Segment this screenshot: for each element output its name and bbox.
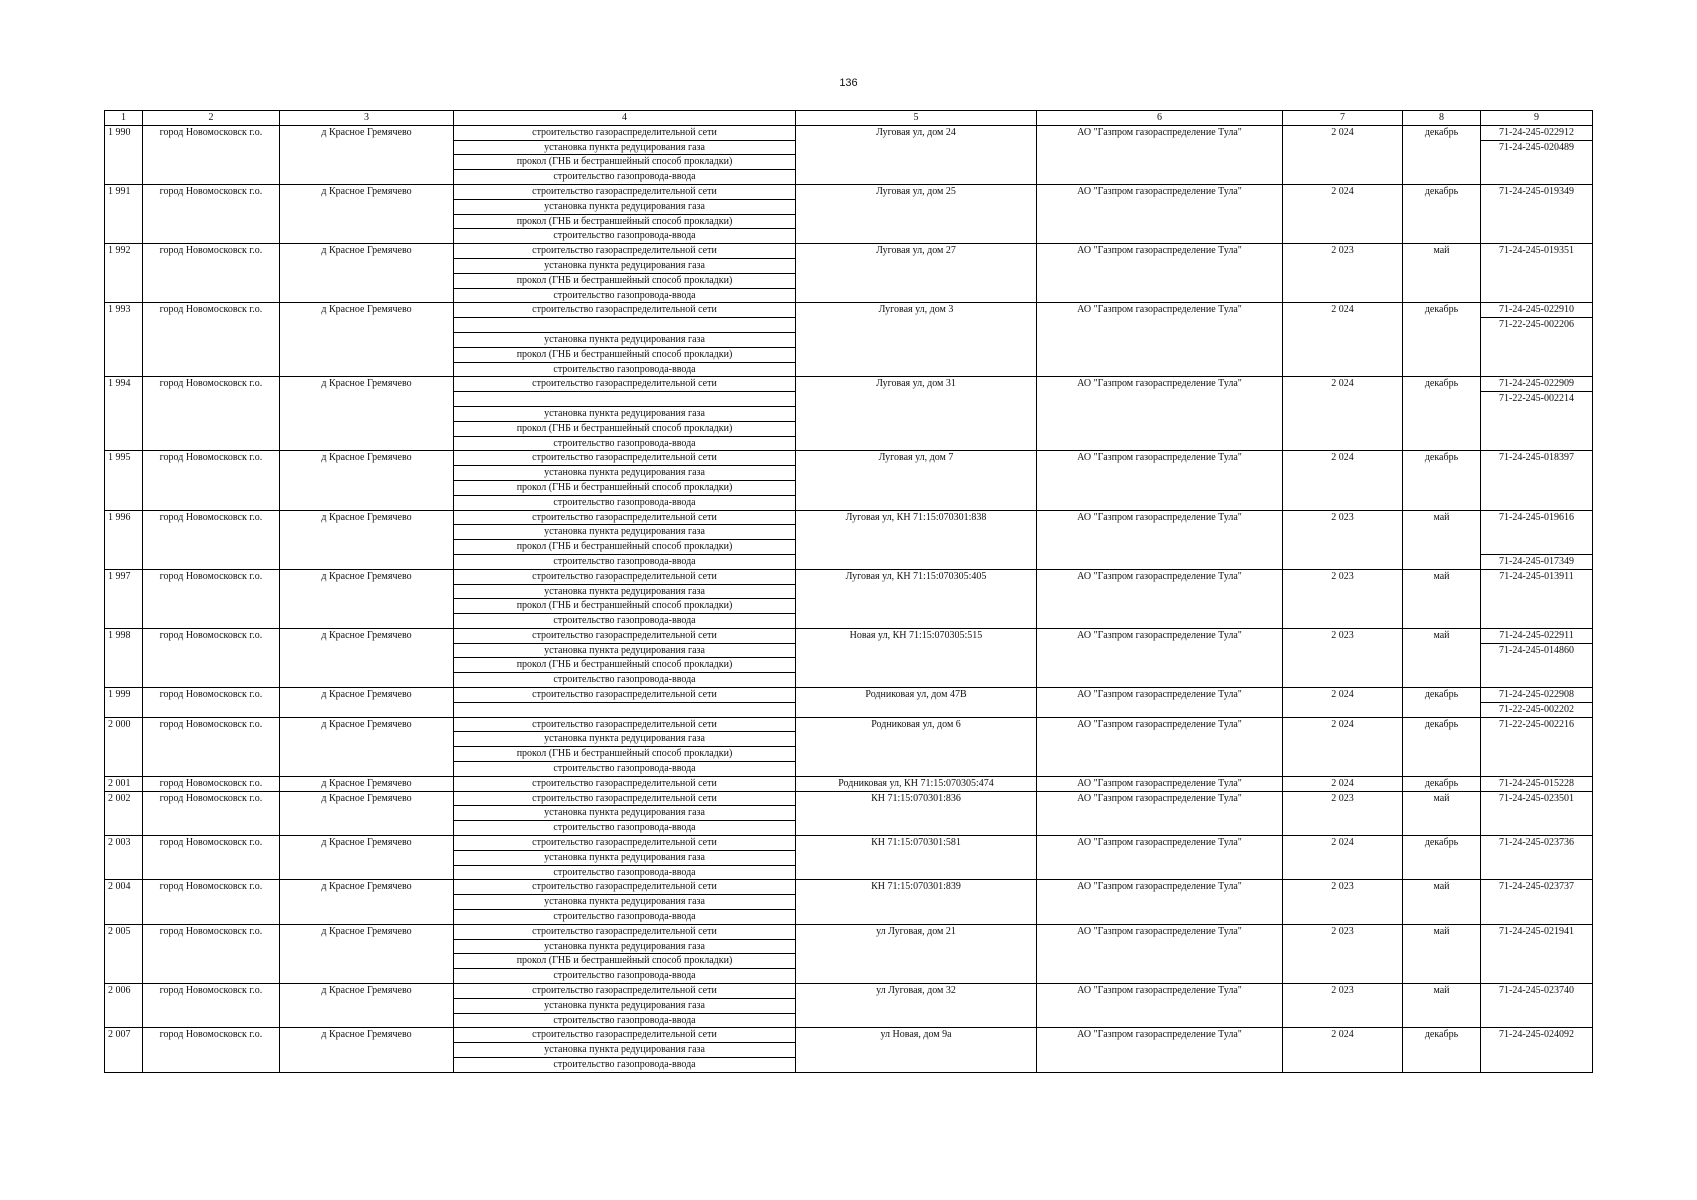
address-cell: Родниковая ул, КН 71:15:070305:474 <box>796 776 1037 791</box>
application-number-cell: 71-24-245-022910 <box>1481 303 1593 318</box>
table-row <box>105 303 1593 318</box>
application-number-cell: 71-24-245-019349 <box>1481 184 1593 243</box>
work-type-cell: прокол (ГНБ и бестраншейный способ прокладки) <box>454 214 796 229</box>
column-number: 4 <box>454 111 796 126</box>
work-type-cell: установка пункта редуцирования газа <box>454 732 796 747</box>
record-number: 1 995 <box>105 451 143 510</box>
address-cell: ул Луговая, дом 21 <box>796 924 1037 983</box>
work-type-cell: установка пункта редуцирования газа <box>454 850 796 865</box>
application-number-cell: 71-24-245-019616 <box>1481 510 1593 525</box>
work-type-cell: прокол (ГНБ и бестраншейный способ прокладки) <box>454 540 796 555</box>
district-cell: город Новомосковск г.о. <box>143 880 280 924</box>
work-type-cell: установка пункта редуцирования газа <box>454 806 796 821</box>
organization-cell: АО "Газпром газораспределение Тула" <box>1037 628 1283 687</box>
address-cell: ул Луговая, дом 32 <box>796 984 1037 1028</box>
table-row <box>105 717 1593 732</box>
table-row <box>105 628 1593 643</box>
organization-cell: АО "Газпром газораспределение Тула" <box>1037 836 1283 880</box>
work-type-cell: строительство газораспределительной сети <box>454 303 796 318</box>
work-type-cell: строительство газопровода-ввода <box>454 1058 796 1073</box>
month-cell: декабрь <box>1403 836 1481 880</box>
application-number-cell: 71-22-245-002214 <box>1481 392 1593 451</box>
work-type-cell <box>454 318 796 333</box>
work-type-cell: прокол (ГНБ и бестраншейный способ прокладки) <box>454 273 796 288</box>
table-row <box>105 125 1593 140</box>
work-type-cell: установка пункта редуцирования газа <box>454 998 796 1013</box>
application-number-cell: 71-22-245-002202 <box>1481 702 1593 717</box>
work-type-cell: строительство газопровода-ввода <box>454 1013 796 1028</box>
district-cell: город Новомосковск г.о. <box>143 628 280 687</box>
organization-cell: АО "Газпром газораспределение Тула" <box>1037 184 1283 243</box>
record-number: 1 998 <box>105 628 143 687</box>
work-type-cell: прокол (ГНБ и бестраншейный способ прокладки) <box>454 954 796 969</box>
work-type-cell: строительство газопровода-ввода <box>454 495 796 510</box>
organization-cell: АО "Газпром газораспределение Тула" <box>1037 924 1283 983</box>
table-row <box>105 1028 1593 1043</box>
year-cell: 2 024 <box>1283 184 1403 243</box>
work-type-cell: строительство газораспределительной сети <box>454 791 796 806</box>
locality-cell: д Красное Гремячево <box>280 880 454 924</box>
work-type-cell: строительство газораспределительной сети <box>454 924 796 939</box>
application-number-cell: 71-24-245-015228 <box>1481 776 1593 791</box>
work-type-cell: строительство газораспределительной сети <box>454 244 796 259</box>
organization-cell: АО "Газпром газораспределение Тула" <box>1037 984 1283 1028</box>
locality-cell: д Красное Гремячево <box>280 791 454 835</box>
work-type-cell: строительство газопровода-ввода <box>454 673 796 688</box>
month-cell: декабрь <box>1403 303 1481 377</box>
month-cell: декабрь <box>1403 184 1481 243</box>
district-cell: город Новомосковск г.о. <box>143 791 280 835</box>
work-type-cell: прокол (ГНБ и бестраншейный способ прокладки) <box>454 658 796 673</box>
work-type-cell: строительство газораспределительной сети <box>454 984 796 999</box>
table-row <box>105 451 1593 466</box>
locality-cell: д Красное Гремячево <box>280 569 454 628</box>
organization-cell: АО "Газпром газораспределение Тула" <box>1037 244 1283 303</box>
work-type-cell: установка пункта редуцирования газа <box>454 939 796 954</box>
locality-cell: д Красное Гремячево <box>280 984 454 1028</box>
application-number-cell: 71-24-245-021941 <box>1481 924 1593 983</box>
organization-cell: АО "Газпром газораспределение Тула" <box>1037 510 1283 569</box>
table-row <box>105 776 1593 791</box>
work-type-cell: строительство газораспределительной сети <box>454 125 796 140</box>
locality-cell: д Красное Гремячево <box>280 303 454 377</box>
year-cell: 2 023 <box>1283 924 1403 983</box>
work-type-cell: строительство газопровода-ввода <box>454 554 796 569</box>
work-type-cell: строительство газораспределительной сети <box>454 510 796 525</box>
work-type-cell: установка пункта редуцирования газа <box>454 140 796 155</box>
application-number-cell: 71-24-245-024092 <box>1481 1028 1593 1072</box>
district-cell: город Новомосковск г.о. <box>143 924 280 983</box>
column-number: 2 <box>143 111 280 126</box>
table-row <box>105 791 1593 806</box>
work-type-cell: установка пункта редуцирования газа <box>454 258 796 273</box>
month-cell: декабрь <box>1403 717 1481 776</box>
work-type-cell: установка пункта редуцирования газа <box>454 584 796 599</box>
application-number-cell <box>1481 540 1593 555</box>
work-type-cell: строительство газораспределительной сети <box>454 717 796 732</box>
application-number-cell: 71-24-245-022908 <box>1481 688 1593 703</box>
table-body <box>105 111 1593 1073</box>
application-number-cell: 71-24-245-022912 <box>1481 125 1593 140</box>
table-row <box>105 510 1593 525</box>
year-cell: 2 024 <box>1283 776 1403 791</box>
application-number-cell: 71-24-245-023736 <box>1481 836 1593 880</box>
column-number: 6 <box>1037 111 1283 126</box>
work-type-cell: установка пункта редуцирования газа <box>454 332 796 347</box>
record-number: 1 997 <box>105 569 143 628</box>
address-cell: Луговая ул, дом 25 <box>796 184 1037 243</box>
address-cell: КН 71:15:070301:836 <box>796 791 1037 835</box>
record-number: 1 991 <box>105 184 143 243</box>
year-cell: 2 023 <box>1283 791 1403 835</box>
year-cell: 2 024 <box>1283 688 1403 718</box>
year-cell: 2 024 <box>1283 451 1403 510</box>
address-cell: Луговая ул, дом 31 <box>796 377 1037 451</box>
work-type-cell: строительство газопровода-ввода <box>454 288 796 303</box>
column-number-row <box>105 111 1593 126</box>
work-type-cell: строительство газопровода-ввода <box>454 762 796 777</box>
work-type-cell <box>454 392 796 407</box>
locality-cell: д Красное Гремячево <box>280 125 454 184</box>
record-number: 2 004 <box>105 880 143 924</box>
work-type-cell: строительство газораспределительной сети <box>454 836 796 851</box>
address-cell: Новая ул, КН 71:15:070305:515 <box>796 628 1037 687</box>
district-cell: город Новомосковск г.о. <box>143 377 280 451</box>
month-cell: май <box>1403 510 1481 569</box>
table-row <box>105 836 1593 851</box>
month-cell: декабрь <box>1403 776 1481 791</box>
district-cell: город Новомосковск г.о. <box>143 836 280 880</box>
table-row <box>105 184 1593 199</box>
year-cell: 2 023 <box>1283 628 1403 687</box>
column-number: 3 <box>280 111 454 126</box>
organization-cell: АО "Газпром газораспределение Тула" <box>1037 717 1283 776</box>
month-cell: май <box>1403 791 1481 835</box>
work-type-cell: строительство газораспределительной сети <box>454 688 796 703</box>
locality-cell: д Красное Гремячево <box>280 451 454 510</box>
locality-cell: д Красное Гремячево <box>280 924 454 983</box>
locality-cell: д Красное Гремячево <box>280 377 454 451</box>
application-number-cell: 71-24-245-023737 <box>1481 880 1593 924</box>
organization-cell: АО "Газпром газораспределение Тула" <box>1037 776 1283 791</box>
year-cell: 2 023 <box>1283 244 1403 303</box>
work-type-cell: строительство газопровода-ввода <box>454 821 796 836</box>
work-type-cell: строительство газопровода-ввода <box>454 865 796 880</box>
work-type-cell: прокол (ГНБ и бестраншейный способ прокладки) <box>454 155 796 170</box>
year-cell: 2 023 <box>1283 880 1403 924</box>
year-cell: 2 023 <box>1283 510 1403 569</box>
year-cell: 2 024 <box>1283 836 1403 880</box>
column-number: 9 <box>1481 111 1593 126</box>
address-cell: Луговая ул, КН 71:15:070301:838 <box>796 510 1037 569</box>
column-number: 1 <box>105 111 143 126</box>
record-number: 1 990 <box>105 125 143 184</box>
year-cell: 2 024 <box>1283 303 1403 377</box>
work-type-cell: строительство газораспределительной сети <box>454 569 796 584</box>
column-number: 8 <box>1403 111 1481 126</box>
work-type-cell: прокол (ГНБ и бестраншейный способ прокладки) <box>454 421 796 436</box>
application-number-cell: 71-24-245-023740 <box>1481 984 1593 1028</box>
district-cell: город Новомосковск г.о. <box>143 688 280 718</box>
year-cell: 2 024 <box>1283 717 1403 776</box>
organization-cell: АО "Газпром газораспределение Тула" <box>1037 377 1283 451</box>
record-number: 2 006 <box>105 984 143 1028</box>
month-cell: май <box>1403 569 1481 628</box>
page-number: 136 <box>839 77 858 89</box>
record-number: 1 992 <box>105 244 143 303</box>
work-type-cell: установка пункта редуцирования газа <box>454 643 796 658</box>
district-cell: город Новомосковск г.о. <box>143 984 280 1028</box>
work-type-cell: установка пункта редуцирования газа <box>454 525 796 540</box>
work-type-cell: установка пункта редуцирования газа <box>454 1043 796 1058</box>
table-row <box>105 377 1593 392</box>
organization-cell: АО "Газпром газораспределение Тула" <box>1037 791 1283 835</box>
locality-cell: д Красное Гремячево <box>280 717 454 776</box>
record-number: 1 993 <box>105 303 143 377</box>
application-number-cell: 71-24-245-022911 <box>1481 628 1593 643</box>
column-number: 7 <box>1283 111 1403 126</box>
work-type-cell: установка пункта редуцирования газа <box>454 466 796 481</box>
address-cell: Луговая ул, дом 3 <box>796 303 1037 377</box>
work-type-cell: строительство газораспределительной сети <box>454 377 796 392</box>
registry-table <box>104 110 1593 1073</box>
organization-cell: АО "Газпром газораспределение Тула" <box>1037 880 1283 924</box>
work-type-cell: строительство газопровода-ввода <box>454 362 796 377</box>
record-number: 2 001 <box>105 776 143 791</box>
district-cell: город Новомосковск г.о. <box>143 244 280 303</box>
work-type-cell: строительство газопровода-ввода <box>454 614 796 629</box>
work-type-cell: прокол (ГНБ и бестраншейный способ прокладки) <box>454 599 796 614</box>
work-type-cell: установка пункта редуцирования газа <box>454 199 796 214</box>
month-cell: май <box>1403 984 1481 1028</box>
work-type-cell: строительство газопровода-ввода <box>454 229 796 244</box>
month-cell: май <box>1403 880 1481 924</box>
column-number: 5 <box>796 111 1037 126</box>
work-type-cell: строительство газопровода-ввода <box>454 170 796 185</box>
month-cell: декабрь <box>1403 451 1481 510</box>
locality-cell: д Красное Гремячево <box>280 244 454 303</box>
application-number-cell: 71-24-245-014860 <box>1481 643 1593 687</box>
year-cell: 2 024 <box>1283 125 1403 184</box>
district-cell: город Новомосковск г.о. <box>143 717 280 776</box>
year-cell: 2 024 <box>1283 377 1403 451</box>
organization-cell: АО "Газпром газораспределение Тула" <box>1037 451 1283 510</box>
work-type-cell <box>454 702 796 717</box>
organization-cell: АО "Газпром газораспределение Тула" <box>1037 1028 1283 1072</box>
work-type-cell: строительство газораспределительной сети <box>454 628 796 643</box>
locality-cell: д Красное Гремячево <box>280 510 454 569</box>
address-cell: КН 71:15:070301:581 <box>796 836 1037 880</box>
month-cell: декабрь <box>1403 688 1481 718</box>
year-cell: 2 023 <box>1283 984 1403 1028</box>
organization-cell: АО "Газпром газораспределение Тула" <box>1037 569 1283 628</box>
district-cell: город Новомосковск г.о. <box>143 125 280 184</box>
record-number: 2 000 <box>105 717 143 776</box>
address-cell: Луговая ул, дом 27 <box>796 244 1037 303</box>
work-type-cell: прокол (ГНБ и бестраншейный способ прокладки) <box>454 347 796 362</box>
work-type-cell: прокол (ГНБ и бестраншейный способ прокладки) <box>454 480 796 495</box>
work-type-cell: строительство газораспределительной сети <box>454 184 796 199</box>
work-type-cell: строительство газораспределительной сети <box>454 880 796 895</box>
application-number-cell: 71-24-245-018397 <box>1481 451 1593 510</box>
month-cell: декабрь <box>1403 1028 1481 1072</box>
organization-cell: АО "Газпром газораспределение Тула" <box>1037 125 1283 184</box>
organization-cell: АО "Газпром газораспределение Тула" <box>1037 688 1283 718</box>
table-row <box>105 984 1593 999</box>
table-row <box>105 244 1593 259</box>
locality-cell: д Красное Гремячево <box>280 628 454 687</box>
application-number-cell: 71-24-245-017349 <box>1481 554 1593 569</box>
month-cell: декабрь <box>1403 377 1481 451</box>
district-cell: город Новомосковск г.о. <box>143 184 280 243</box>
application-number-cell: 71-24-245-020489 <box>1481 140 1593 184</box>
table-row <box>105 688 1593 703</box>
locality-cell: д Красное Гремячево <box>280 776 454 791</box>
district-cell: город Новомосковск г.о. <box>143 1028 280 1072</box>
locality-cell: д Красное Гремячево <box>280 1028 454 1072</box>
application-number-cell: 71-24-245-013911 <box>1481 569 1593 628</box>
locality-cell: д Красное Гремячево <box>280 184 454 243</box>
work-type-cell: прокол (ГНБ и бестраншейный способ прокладки) <box>454 747 796 762</box>
district-cell: город Новомосковск г.о. <box>143 569 280 628</box>
organization-cell: АО "Газпром газораспределение Тула" <box>1037 303 1283 377</box>
work-type-cell: установка пункта редуцирования газа <box>454 406 796 421</box>
address-cell: КН 71:15:070301:839 <box>796 880 1037 924</box>
record-number: 1 994 <box>105 377 143 451</box>
work-type-cell: установка пункта редуцирования газа <box>454 895 796 910</box>
record-number: 1 996 <box>105 510 143 569</box>
address-cell: Родниковая ул, дом 6 <box>796 717 1037 776</box>
record-number: 2 007 <box>105 1028 143 1072</box>
record-number: 2 005 <box>105 924 143 983</box>
work-type-cell: строительство газораспределительной сети <box>454 1028 796 1043</box>
year-cell: 2 024 <box>1283 1028 1403 1072</box>
table-row <box>105 924 1593 939</box>
table-row <box>105 569 1593 584</box>
table-row <box>105 880 1593 895</box>
district-cell: город Новомосковск г.о. <box>143 510 280 569</box>
locality-cell: д Красное Гремячево <box>280 836 454 880</box>
month-cell: май <box>1403 924 1481 983</box>
application-number-cell: 71-24-245-019351 <box>1481 244 1593 303</box>
address-cell: Луговая ул, дом 7 <box>796 451 1037 510</box>
locality-cell: д Красное Гремячево <box>280 688 454 718</box>
record-number: 1 999 <box>105 688 143 718</box>
work-type-cell: строительство газораспределительной сети <box>454 451 796 466</box>
address-cell: Луговая ул, дом 24 <box>796 125 1037 184</box>
district-cell: город Новомосковск г.о. <box>143 303 280 377</box>
year-cell: 2 023 <box>1283 569 1403 628</box>
month-cell: май <box>1403 628 1481 687</box>
application-number-cell: 71-24-245-022909 <box>1481 377 1593 392</box>
application-number-cell: 71-24-245-023501 <box>1481 791 1593 835</box>
month-cell: декабрь <box>1403 125 1481 184</box>
work-type-cell: строительство газопровода-ввода <box>454 969 796 984</box>
district-cell: город Новомосковск г.о. <box>143 451 280 510</box>
work-type-cell: строительство газопровода-ввода <box>454 436 796 451</box>
work-type-cell: строительство газопровода-ввода <box>454 910 796 925</box>
address-cell: ул Новая, дом 9а <box>796 1028 1037 1072</box>
address-cell: Луговая ул, КН 71:15:070305:405 <box>796 569 1037 628</box>
month-cell: май <box>1403 244 1481 303</box>
record-number: 2 003 <box>105 836 143 880</box>
district-cell: город Новомосковск г.о. <box>143 776 280 791</box>
application-number-cell: 71-22-245-002206 <box>1481 318 1593 377</box>
application-number-cell: 71-22-245-002216 <box>1481 717 1593 776</box>
record-number: 2 002 <box>105 791 143 835</box>
work-type-cell: строительство газораспределительной сети <box>454 776 796 791</box>
address-cell: Родниковая ул, дом 47В <box>796 688 1037 718</box>
application-number-cell <box>1481 525 1593 540</box>
